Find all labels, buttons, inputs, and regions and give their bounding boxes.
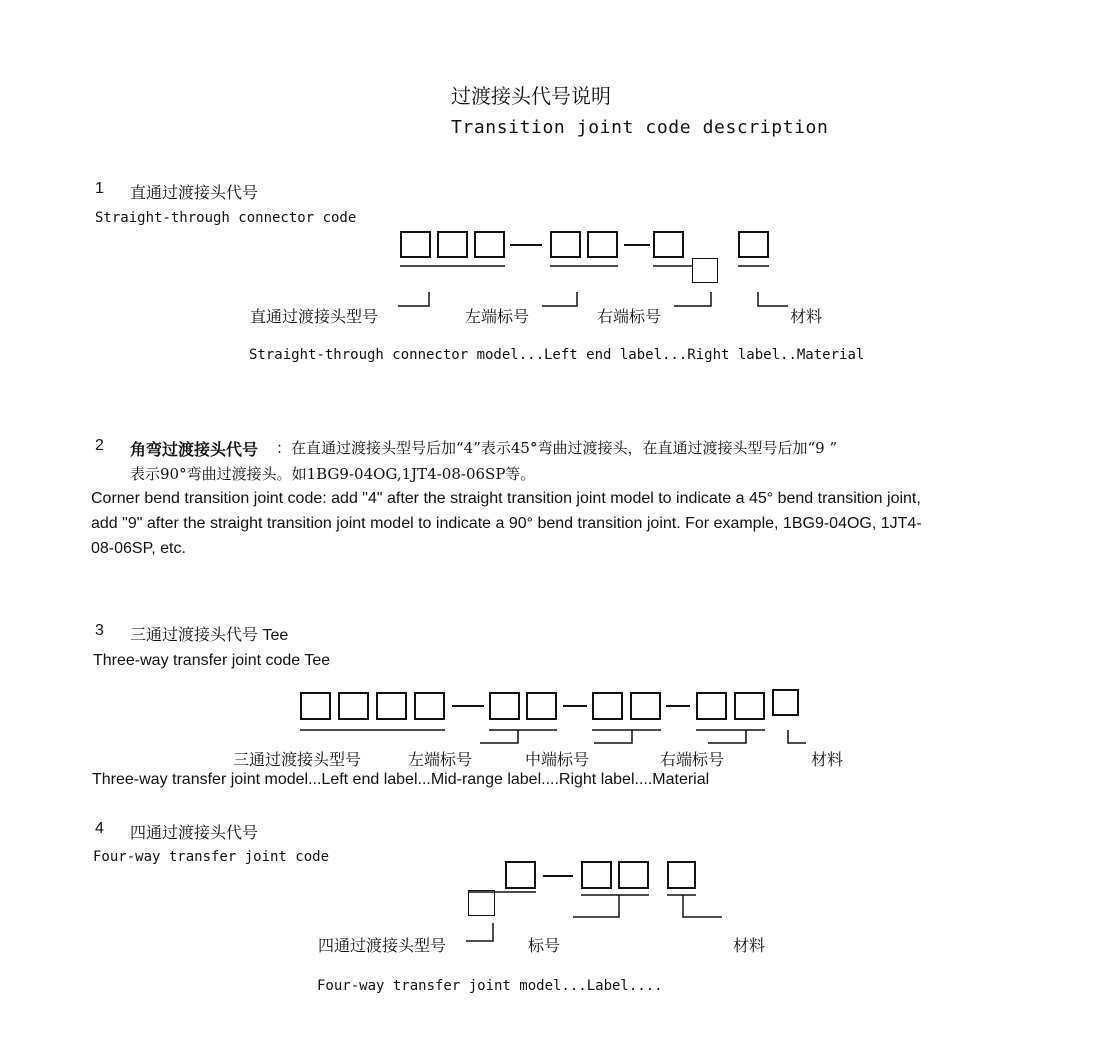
label-s3-model: 三通过渡接头型号 — [233, 750, 362, 769]
label-s4-model: 四通过渡接头型号 — [318, 936, 447, 955]
label-s4-material: 材料 — [733, 936, 766, 955]
section-2-text-en-1: Corner bend transition joint code: add "4" after the straight transition joint model to indicate a 45° bend transition joint, — [91, 490, 921, 507]
label-s3-left: 左端标号 — [408, 750, 473, 769]
label-s1-material: 材料 — [790, 307, 823, 326]
label-s1-right: 右端标号 — [597, 307, 662, 326]
section-2-text-cn-2: 表示90°弯曲过渡接头。如1BG9-04OG,1JT4-08-06SP等。 — [130, 465, 536, 483]
label-s3-right: 右端标号 — [660, 750, 725, 769]
section-4-number: 4 — [95, 820, 104, 837]
label-s4-label: 标号 — [528, 936, 561, 955]
section-3-number: 3 — [95, 622, 104, 639]
label-s3-mid: 中端标号 — [525, 750, 590, 769]
label-s1-model: 直通过渡接头型号 — [250, 307, 379, 326]
label-s3-material: 材料 — [811, 750, 844, 769]
page-title-cn: 过渡接头代号说明 — [451, 86, 611, 108]
section-1-caption-en: Straight-through connector model...Left end label...Right label..Material — [249, 347, 865, 363]
label-s1-left: 左端标号 — [465, 307, 530, 326]
page-title-en: Transition joint code description — [451, 117, 829, 138]
section-3-title-en: Three-way transfer joint code Tee — [93, 652, 331, 669]
section-2-text-en-3: 08-06SP, etc. — [91, 540, 186, 557]
section-3-caption-en: Three-way transfer joint model...Left end label...Mid-range label....Right label....Material — [92, 771, 710, 788]
section-1-title-en: Straight-through connector code — [95, 210, 357, 226]
section-1-number: 1 — [95, 180, 104, 197]
section-2-title-cn: 角弯过渡接头代号 — [130, 442, 259, 459]
section-4-title-en: Four-way transfer joint code — [93, 849, 330, 865]
section-2-text-en-2: add "9" after the straight transition joint model to indicate a 90° bend transition joint. For example, 1BG9-04OG, 1JT4- — [91, 515, 922, 532]
section-2-number: 2 — [95, 437, 104, 454]
section-1-title-cn: 直通过渡接头代号 — [130, 185, 259, 202]
section-4-title-cn: 四通过渡接头代号 — [130, 825, 259, 842]
section-4-caption-en: Four-way transfer joint model...Label.... — [317, 978, 663, 994]
section-2-text-cn-1: ：在直通过渡接头型号后加“4”表示45°弯曲过渡接头，在直通过渡接头型号后加“9 ” — [276, 439, 838, 457]
section-3-title-cn: 三通过渡接头代号 Tee — [130, 627, 289, 644]
